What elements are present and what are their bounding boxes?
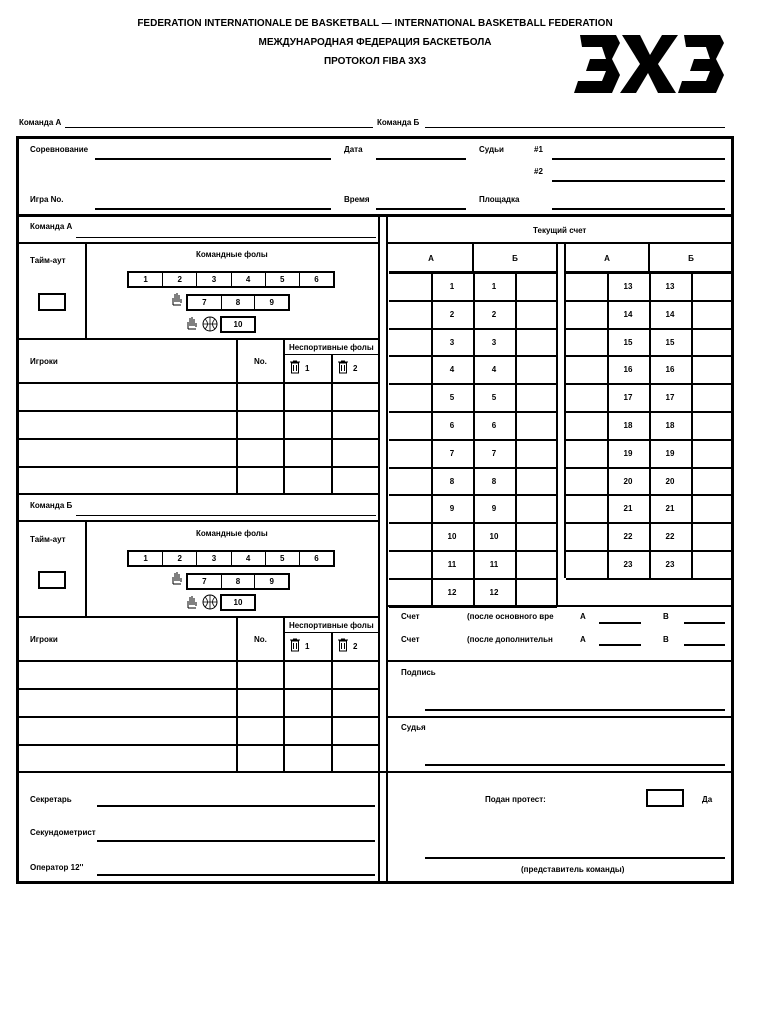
score-number-b[interactable]: 5	[491, 393, 497, 403]
score-number-a[interactable]: 15	[623, 337, 633, 347]
score-number-b[interactable]: 19	[665, 448, 675, 458]
score-regular-note: (после основного вре	[467, 612, 554, 621]
referees-label: Судьи	[479, 145, 504, 154]
score-col-b-label: Б	[688, 254, 694, 263]
team-a-unsport-1: 1	[305, 364, 310, 373]
team-a-fouls-row-3[interactable]: 10	[220, 316, 256, 333]
score-number-a[interactable]: 11	[447, 560, 457, 569]
score-number-b[interactable]: 6	[491, 421, 497, 430]
score-number-b[interactable]: 21	[665, 504, 675, 514]
score-col-a-label: А	[604, 254, 610, 263]
table-row[interactable]	[16, 410, 378, 412]
score-regular-label: Счет	[401, 612, 420, 621]
venue-label: Площадка	[479, 195, 520, 204]
team-b-players-label: Игроки	[30, 635, 58, 644]
team-b-fouls-row-2[interactable]: 7 8 9	[186, 573, 290, 590]
signature-field[interactable]	[425, 709, 725, 711]
score-number-b[interactable]: 8	[491, 476, 497, 486]
score-number-a[interactable]: 9	[449, 504, 455, 514]
score-number-b[interactable]: 17	[665, 393, 675, 403]
hand-icon	[185, 316, 199, 330]
score-number-a[interactable]: 7	[449, 448, 455, 458]
score-regular-b-field[interactable]	[684, 622, 725, 624]
protest-rep-field[interactable]	[425, 857, 725, 859]
signature-referee-field[interactable]	[425, 764, 725, 766]
ball-icon	[202, 594, 218, 610]
hand-icon	[170, 571, 184, 585]
score-number-b[interactable]: 23	[665, 560, 675, 569]
team-a-team-fouls-label: Командные фолы	[196, 250, 268, 259]
score-overtime-a-label: А	[580, 635, 586, 644]
scorer-label: Секретарь	[30, 795, 72, 804]
team-b-team-fouls-label: Командные фолы	[196, 529, 268, 538]
score-number-b[interactable]: 13	[665, 282, 675, 291]
protest-checkbox[interactable]	[646, 789, 684, 807]
game-no-field[interactable]	[95, 208, 331, 210]
protest-yes-label: Да	[702, 795, 713, 804]
team-b-unsport-1: 1	[305, 642, 310, 651]
competition-label: Соревнование	[30, 145, 89, 154]
score-number-b[interactable]: 7	[491, 448, 497, 458]
team-a-players-label: Игроки	[30, 357, 58, 366]
score-number-a[interactable]: 6	[449, 421, 455, 430]
competition-field[interactable]	[95, 158, 331, 160]
team-b-title: Команда Б	[30, 501, 73, 510]
score-col-b-label: Б	[512, 254, 518, 263]
team-b-fouls-row-1[interactable]: 1 2 3 4 5 6	[127, 550, 335, 567]
score-number-b[interactable]: 11	[489, 560, 499, 569]
table-row[interactable]	[16, 744, 378, 746]
score-number-a[interactable]: 10	[447, 532, 457, 542]
team-b-no-label: No.	[254, 635, 267, 644]
trash-icon	[338, 638, 348, 652]
running-score-title: Текущий счет	[533, 226, 587, 235]
score-number-a[interactable]: 21	[623, 504, 633, 514]
ball-icon	[202, 316, 218, 332]
signature-referee-label: Судья	[401, 723, 426, 732]
team-b-name-field[interactable]	[76, 515, 376, 516]
protest-label: Подан протест:	[485, 795, 546, 804]
score-number-b[interactable]: 9	[491, 504, 497, 514]
score-number-a[interactable]: 5	[449, 393, 455, 403]
scorer-field[interactable]	[97, 805, 375, 807]
score-number-b[interactable]: 15	[665, 337, 675, 347]
score-number-a[interactable]: 14	[623, 309, 633, 319]
score-overtime-label: Счет	[401, 635, 420, 644]
top-team-a-label: Команда А	[19, 118, 62, 127]
score-number-a[interactable]: 13	[623, 282, 633, 291]
score-overtime-a-field[interactable]	[599, 644, 641, 646]
time-label: Время	[344, 195, 370, 204]
score-number-a[interactable]: 4	[449, 365, 455, 375]
center-divider-right	[386, 214, 388, 884]
top-team-a-field[interactable]	[65, 127, 373, 128]
hand-icon	[185, 595, 199, 609]
team-a-timeout-label: Тайм-аут	[30, 256, 66, 265]
score-number-a[interactable]: 1	[449, 282, 455, 291]
score-number-b[interactable]: 2	[491, 309, 497, 319]
score-overtime-note: (после дополнительн	[467, 635, 553, 644]
table-row[interactable]	[16, 438, 378, 440]
header-line-1: FEDERATION INTERNATIONALE DE BASKETBALL — INTERNATIONAL BASKETBALL FEDERATION	[137, 18, 613, 29]
trash-icon	[338, 360, 348, 374]
time-field[interactable]	[376, 208, 466, 210]
team-a-name-field[interactable]	[76, 237, 376, 238]
signature-label: Подпись	[401, 668, 436, 677]
shot-clock-label: Оператор 12''	[30, 863, 84, 872]
score-number-a[interactable]: 17	[623, 393, 633, 403]
team-a-no-label: No.	[254, 357, 267, 366]
referee-2-field[interactable]	[552, 180, 725, 182]
trash-icon	[290, 638, 300, 652]
info-divider	[16, 214, 734, 217]
score-number-a[interactable]: 16	[623, 365, 633, 375]
shot-clock-field[interactable]	[97, 874, 375, 876]
protest-rep-label: (представитель команды)	[521, 865, 625, 874]
team-a-timeout-box[interactable]	[38, 293, 66, 311]
header-line-2: МЕЖДУНАРОДНАЯ ФЕДЕРАЦИЯ БАСКЕТБОЛА	[258, 37, 492, 48]
score-number-a[interactable]: 23	[623, 560, 633, 569]
team-b-unsport-2: 2	[353, 642, 358, 651]
team-a-unsport-label: Неспортивные фолы	[289, 343, 374, 352]
team-a-fouls-row-1[interactable]: 1 2 3 4 5 6	[127, 271, 335, 288]
referee-1-label: #1	[534, 145, 543, 154]
score-number-b[interactable]: 22	[665, 532, 675, 542]
fiba-3x3-logo	[572, 33, 724, 95]
team-b-timeout-label: Тайм-аут	[30, 535, 66, 544]
table-row[interactable]	[16, 716, 378, 718]
score-number-b[interactable]: 18	[665, 421, 675, 430]
score-number-b[interactable]: 14	[665, 309, 675, 319]
timer-field[interactable]	[97, 840, 375, 842]
team-b-fouls-row-3[interactable]: 10	[220, 594, 256, 611]
team-b-timeout-box[interactable]	[38, 571, 66, 589]
score-regular-a-field[interactable]	[599, 622, 641, 624]
center-divider-left	[378, 214, 380, 884]
score-number-a[interactable]: 19	[623, 448, 633, 458]
score-col-a-label: А	[428, 254, 434, 263]
team-b-unsport-label: Неспортивные фолы	[289, 621, 374, 630]
score-overtime-b-field[interactable]	[684, 644, 725, 646]
score-number-b[interactable]: 4	[491, 365, 497, 375]
referee-1-field[interactable]	[552, 158, 725, 160]
team-a-title: Команда А	[30, 222, 73, 231]
score-number-b[interactable]: 16	[665, 365, 675, 375]
date-field[interactable]	[376, 158, 466, 160]
score-number-a[interactable]: 3	[449, 337, 455, 347]
score-number-b[interactable]: 3	[491, 337, 497, 347]
score-overtime-b-label: В	[663, 635, 669, 644]
team-a-fouls-row-2[interactable]: 7 8 9	[186, 294, 290, 311]
score-number-b[interactable]: 20	[665, 476, 675, 486]
hand-icon	[170, 292, 184, 306]
score-number-a[interactable]: 8	[449, 476, 455, 486]
score-number-b[interactable]: 12	[489, 587, 499, 597]
venue-field[interactable]	[552, 208, 725, 210]
score-number-a[interactable]: 18	[623, 421, 633, 430]
referee-2-label: #2	[534, 167, 543, 176]
top-team-b-field[interactable]	[425, 127, 725, 128]
trash-icon	[290, 360, 300, 374]
table-row[interactable]	[16, 688, 378, 690]
score-regular-a-label: А	[580, 612, 586, 621]
score-number-a[interactable]: 20	[623, 476, 633, 486]
score-number-b[interactable]: 10	[489, 532, 499, 542]
game-no-label: Игра No.	[30, 195, 64, 204]
score-regular-b-label: В	[663, 612, 669, 621]
score-number-a[interactable]: 2	[449, 309, 455, 319]
timer-label: Секундометрист	[30, 828, 96, 837]
table-row[interactable]	[16, 466, 378, 468]
top-team-b-label: Команда Б	[377, 118, 420, 127]
score-number-a[interactable]: 22	[623, 532, 633, 542]
team-a-unsport-2: 2	[353, 364, 358, 373]
score-number-b[interactable]: 1	[491, 282, 497, 291]
date-label: Дата	[344, 145, 363, 154]
score-number-a[interactable]: 12	[447, 587, 457, 597]
header-line-3: ПРОТОКОЛ FIBA 3X3	[323, 56, 427, 67]
